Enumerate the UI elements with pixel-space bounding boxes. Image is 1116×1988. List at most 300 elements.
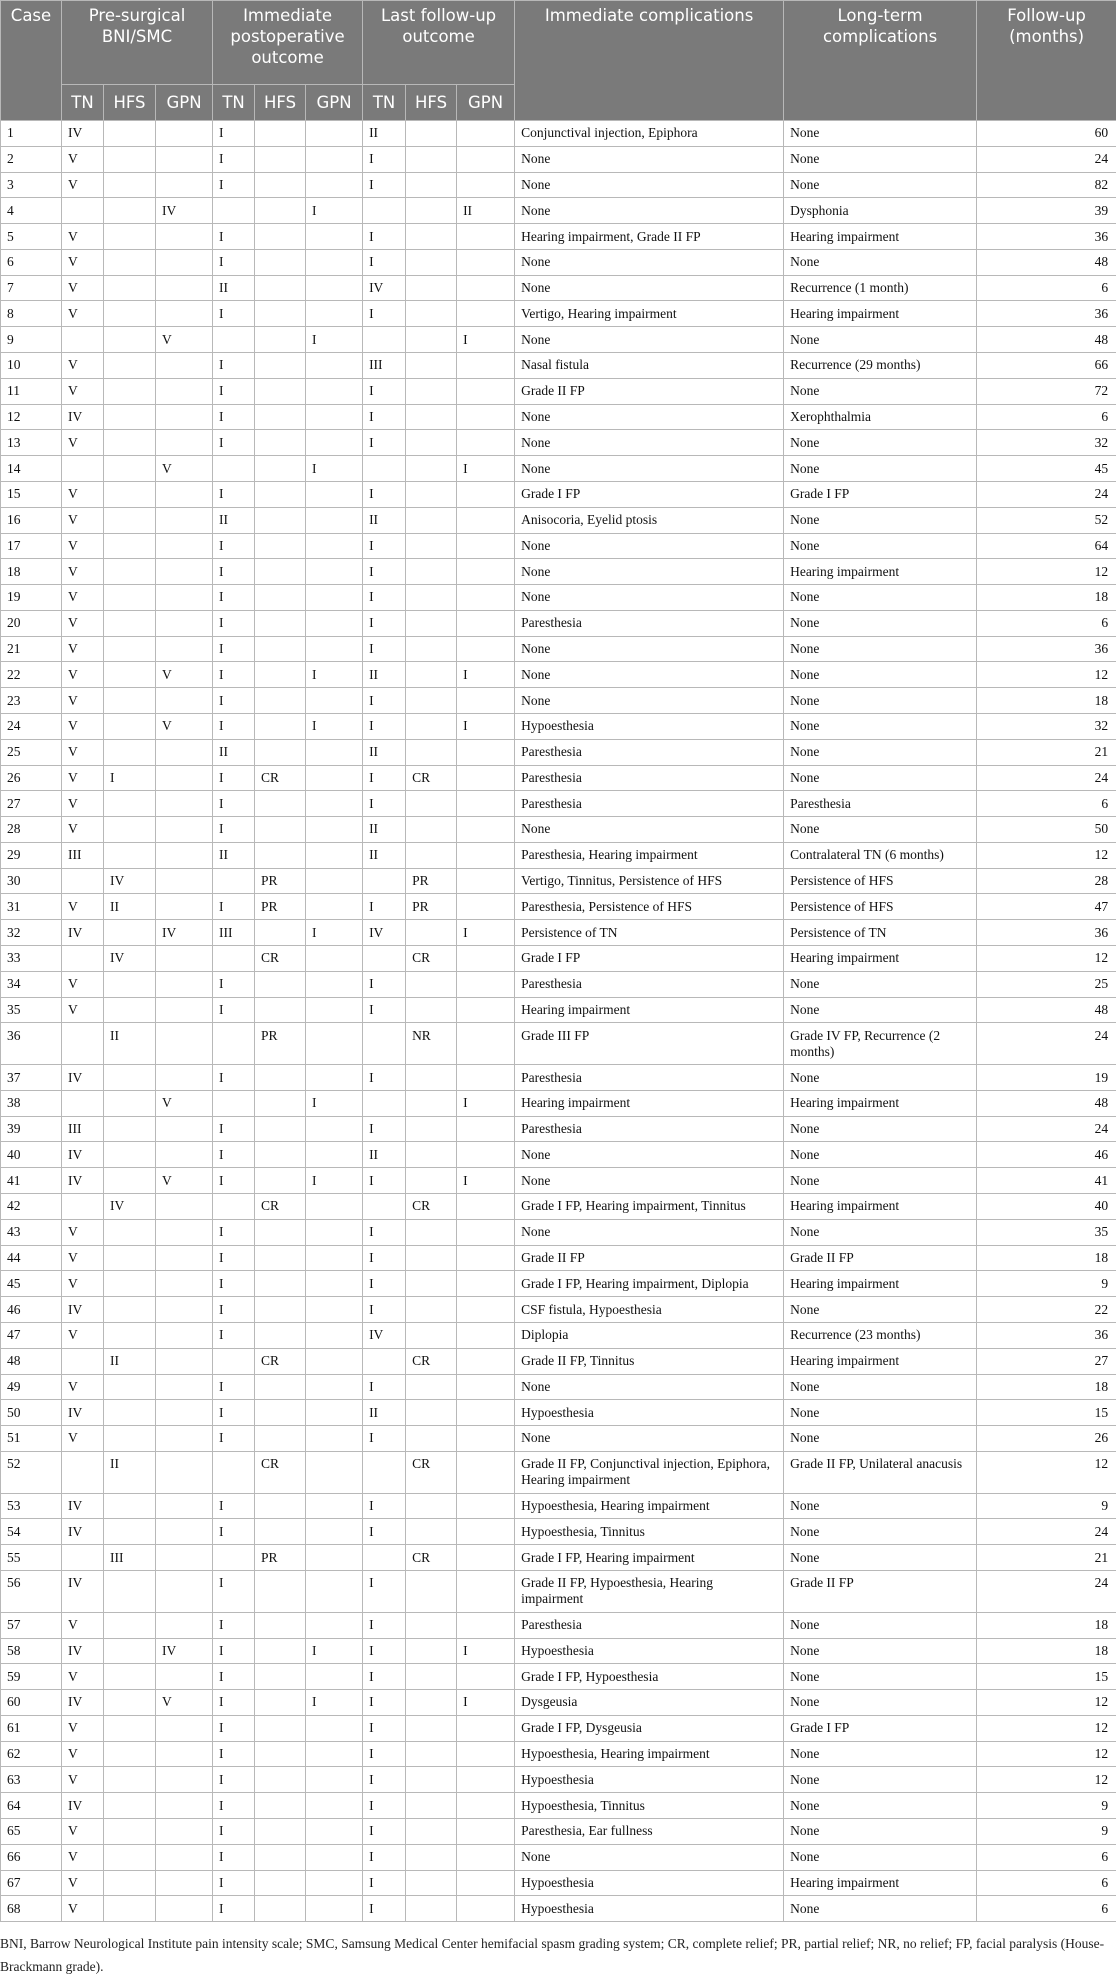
cell-imm-tn: II: [213, 507, 255, 533]
cell-last-gpn: [457, 1767, 515, 1793]
cell-imm-gpn: [306, 636, 363, 662]
cell-pre-hfs: [104, 275, 156, 301]
cell-imm-tn: I: [213, 559, 255, 585]
cell-imm-hfs: [255, 353, 306, 379]
cell-pre-tn: IV: [62, 1065, 104, 1091]
cell-long-term-complications: None: [784, 121, 977, 147]
cell-case: 46: [1, 1297, 62, 1323]
cell-followup-months: 50: [977, 817, 1116, 843]
cell-immediate-complications: None: [515, 456, 784, 482]
cell-case: 7: [1, 275, 62, 301]
cell-pre-gpn: [156, 1194, 213, 1220]
cell-last-gpn: [457, 1612, 515, 1638]
cell-pre-gpn: [156, 739, 213, 765]
cell-pre-hfs: III: [104, 1545, 156, 1571]
cell-immediate-complications: Persistence of TN: [515, 920, 784, 946]
cell-immediate-complications: None: [515, 172, 784, 198]
cell-long-term-complications: Recurrence (29 months): [784, 353, 977, 379]
cell-pre-gpn: [156, 688, 213, 714]
cell-followup-months: 12: [977, 1451, 1116, 1493]
cell-last-gpn: [457, 817, 515, 843]
table-row: [1, 249, 1116, 275]
cell-imm-tn: I: [213, 662, 255, 688]
cell-last-tn: I: [363, 378, 406, 404]
cell-last-hfs: PR: [406, 868, 457, 894]
cell-last-tn: I: [363, 791, 406, 817]
cell-imm-hfs: [255, 662, 306, 688]
cell-imm-gpn: [306, 1870, 363, 1896]
cell-last-hfs: [406, 146, 457, 172]
cell-last-hfs: [406, 636, 457, 662]
cell-pre-gpn: [156, 1519, 213, 1545]
cell-last-gpn: [457, 1493, 515, 1519]
cell-imm-gpn: [306, 1519, 363, 1545]
cell-immediate-complications: Grade II FP, Conjunctival injection, Epiphora, Hearing impairment: [515, 1451, 784, 1493]
cell-imm-tn: I: [213, 1065, 255, 1091]
cell-imm-hfs: [255, 507, 306, 533]
table-row: [1, 1451, 1116, 1493]
cell-case: 1: [1, 121, 62, 147]
cell-pre-gpn: [156, 1767, 213, 1793]
cell-imm-gpn: [306, 430, 363, 456]
cell-imm-tn: II: [213, 842, 255, 868]
cell-pre-gpn: [156, 765, 213, 791]
cell-case: 18: [1, 559, 62, 585]
table-row: [1, 1741, 1116, 1767]
cell-imm-gpn: [306, 249, 363, 275]
cell-pre-hfs: [104, 456, 156, 482]
cell-immediate-complications: None: [515, 1168, 784, 1194]
cell-last-gpn: [457, 997, 515, 1023]
cell-case: 68: [1, 1896, 62, 1922]
cell-case: 39: [1, 1116, 62, 1142]
table-row: [1, 971, 1116, 997]
cell-followup-months: 12: [977, 1767, 1116, 1793]
cell-last-tn: I: [363, 1271, 406, 1297]
cell-pre-gpn: [156, 1741, 213, 1767]
cell-case: 63: [1, 1767, 62, 1793]
cell-imm-hfs: CR: [255, 1194, 306, 1220]
cell-pre-hfs: [104, 146, 156, 172]
cell-last-tn: I: [363, 1664, 406, 1690]
table-row: [1, 662, 1116, 688]
cell-last-tn: I: [363, 1896, 406, 1922]
cell-immediate-complications: Grade I FP, Hearing impairment: [515, 1545, 784, 1571]
cell-case: 5: [1, 224, 62, 250]
cell-pre-hfs: II: [104, 894, 156, 920]
cell-followup-months: 6: [977, 275, 1116, 301]
cell-case: 9: [1, 327, 62, 353]
table-row: [1, 1793, 1116, 1819]
cell-last-gpn: [457, 172, 515, 198]
cell-last-hfs: [406, 1819, 457, 1845]
cell-last-tn: I: [363, 301, 406, 327]
cell-case: 28: [1, 817, 62, 843]
cell-immediate-complications: Vertigo, Hearing impairment: [515, 301, 784, 327]
cell-imm-gpn: [306, 1065, 363, 1091]
cell-pre-tn: [62, 456, 104, 482]
cell-immediate-complications: None: [515, 430, 784, 456]
cell-imm-tn: I: [213, 1168, 255, 1194]
cell-case: 23: [1, 688, 62, 714]
cell-last-gpn: I: [457, 1090, 515, 1116]
table-row: [1, 1374, 1116, 1400]
cell-pre-hfs: II: [104, 1023, 156, 1065]
cell-last-hfs: [406, 275, 457, 301]
cell-last-hfs: [406, 1741, 457, 1767]
cell-case: 20: [1, 610, 62, 636]
cell-pre-gpn: [156, 507, 213, 533]
cell-immediate-complications: Grade I FP, Hearing impairment, Diplopia: [515, 1271, 784, 1297]
cell-last-gpn: [457, 1896, 515, 1922]
cell-followup-months: 12: [977, 559, 1116, 585]
cell-last-tn: [363, 1023, 406, 1065]
cell-imm-hfs: [255, 1870, 306, 1896]
cell-last-gpn: [457, 1870, 515, 1896]
cell-last-tn: II: [363, 842, 406, 868]
cell-imm-tn: I: [213, 1715, 255, 1741]
cell-last-gpn: [457, 301, 515, 327]
table-row: [1, 1426, 1116, 1452]
cell-pre-gpn: [156, 1374, 213, 1400]
header-long-term-complications: Long-term complications: [784, 1, 977, 121]
cell-last-tn: I: [363, 1519, 406, 1545]
cell-last-hfs: [406, 1767, 457, 1793]
cell-imm-tn: I: [213, 1793, 255, 1819]
cell-last-gpn: [457, 894, 515, 920]
cell-immediate-complications: None: [515, 275, 784, 301]
cell-imm-hfs: [255, 404, 306, 430]
cell-last-gpn: [457, 868, 515, 894]
table-row: [1, 946, 1116, 972]
cell-long-term-complications: None: [784, 456, 977, 482]
cell-case: 65: [1, 1819, 62, 1845]
cell-case: 53: [1, 1493, 62, 1519]
cell-last-tn: I: [363, 1570, 406, 1612]
cell-last-hfs: [406, 610, 457, 636]
cell-pre-gpn: [156, 1297, 213, 1323]
cell-pre-gpn: [156, 1612, 213, 1638]
cell-long-term-complications: None: [784, 533, 977, 559]
table-row: [1, 585, 1116, 611]
cell-last-tn: I: [363, 1116, 406, 1142]
cell-long-term-complications: None: [784, 1426, 977, 1452]
cell-last-hfs: [406, 172, 457, 198]
table-row: [1, 1767, 1116, 1793]
cell-long-term-complications: None: [784, 430, 977, 456]
cell-pre-hfs: IV: [104, 946, 156, 972]
cell-followup-months: 12: [977, 842, 1116, 868]
cell-last-gpn: [457, 1400, 515, 1426]
cell-followup-months: 24: [977, 1570, 1116, 1612]
cell-long-term-complications: Hearing impairment: [784, 301, 977, 327]
subheader-tn: TN: [62, 85, 104, 121]
cell-immediate-complications: Paresthesia, Persistence of HFS: [515, 894, 784, 920]
table-row: [1, 1090, 1116, 1116]
cell-pre-gpn: [156, 997, 213, 1023]
cell-imm-gpn: [306, 1374, 363, 1400]
header-immediate-outcome: Immediate postoperative outcome: [213, 1, 363, 85]
cell-imm-hfs: [255, 1168, 306, 1194]
cell-imm-gpn: I: [306, 1638, 363, 1664]
cell-imm-hfs: [255, 301, 306, 327]
cell-followup-months: 72: [977, 378, 1116, 404]
cell-pre-tn: V: [62, 1819, 104, 1845]
cell-imm-hfs: [255, 1664, 306, 1690]
cell-pre-tn: V: [62, 688, 104, 714]
cell-pre-hfs: [104, 1322, 156, 1348]
cell-pre-gpn: IV: [156, 920, 213, 946]
cell-imm-tn: [213, 946, 255, 972]
cell-imm-hfs: [255, 1065, 306, 1091]
cell-pre-hfs: [104, 172, 156, 198]
cell-long-term-complications: None: [784, 1400, 977, 1426]
cell-pre-hfs: [104, 739, 156, 765]
cell-long-term-complications: Hearing impairment: [784, 1090, 977, 1116]
cell-pre-tn: V: [62, 1271, 104, 1297]
cell-last-gpn: [457, 1116, 515, 1142]
cell-followup-months: 18: [977, 688, 1116, 714]
cell-last-gpn: I: [457, 327, 515, 353]
table-row: [1, 1844, 1116, 1870]
cell-pre-tn: V: [62, 172, 104, 198]
cell-imm-tn: I: [213, 765, 255, 791]
cell-long-term-complications: None: [784, 636, 977, 662]
cell-last-hfs: [406, 1570, 457, 1612]
cell-pre-tn: V: [62, 636, 104, 662]
cell-last-gpn: [457, 533, 515, 559]
table-row: [1, 507, 1116, 533]
cell-imm-hfs: [255, 713, 306, 739]
cell-imm-gpn: [306, 1451, 363, 1493]
cell-pre-hfs: [104, 1374, 156, 1400]
cell-imm-tn: I: [213, 1116, 255, 1142]
cell-imm-tn: I: [213, 1612, 255, 1638]
cell-last-gpn: I: [457, 1638, 515, 1664]
cell-imm-tn: I: [213, 1767, 255, 1793]
cell-case: 60: [1, 1690, 62, 1716]
table-row: [1, 1348, 1116, 1374]
cell-last-tn: I: [363, 249, 406, 275]
cell-last-hfs: [406, 224, 457, 250]
cell-pre-hfs: [104, 1715, 156, 1741]
cell-last-hfs: CR: [406, 1194, 457, 1220]
cell-last-tn: I: [363, 1219, 406, 1245]
cell-pre-tn: IV: [62, 920, 104, 946]
cell-followup-months: 48: [977, 1090, 1116, 1116]
cell-last-hfs: [406, 1715, 457, 1741]
table-row: [1, 1638, 1116, 1664]
cell-last-hfs: [406, 559, 457, 585]
cell-last-hfs: [406, 301, 457, 327]
cell-imm-gpn: [306, 378, 363, 404]
table-row: [1, 1664, 1116, 1690]
cell-followup-months: 6: [977, 610, 1116, 636]
cell-long-term-complications: None: [784, 1741, 977, 1767]
cell-imm-tn: I: [213, 1519, 255, 1545]
cell-imm-hfs: [255, 430, 306, 456]
cell-pre-hfs: [104, 1570, 156, 1612]
cell-last-gpn: I: [457, 1168, 515, 1194]
cell-long-term-complications: None: [784, 1793, 977, 1819]
cell-pre-tn: IV: [62, 121, 104, 147]
cell-pre-gpn: [156, 1896, 213, 1922]
cell-imm-hfs: [255, 1612, 306, 1638]
cell-imm-gpn: [306, 146, 363, 172]
cell-imm-gpn: [306, 481, 363, 507]
cell-immediate-complications: Hearing impairment, Grade II FP: [515, 224, 784, 250]
cell-followup-months: 24: [977, 1519, 1116, 1545]
cell-immediate-complications: Hypoesthesia: [515, 1767, 784, 1793]
cell-immediate-complications: Hypoesthesia: [515, 713, 784, 739]
cell-last-hfs: [406, 404, 457, 430]
cell-last-tn: [363, 946, 406, 972]
cell-last-gpn: [457, 1793, 515, 1819]
cell-imm-gpn: [306, 1896, 363, 1922]
cell-imm-hfs: [255, 1116, 306, 1142]
cell-imm-gpn: [306, 791, 363, 817]
cell-pre-gpn: IV: [156, 1638, 213, 1664]
cell-pre-hfs: [104, 1741, 156, 1767]
cell-imm-gpn: [306, 1664, 363, 1690]
cell-pre-hfs: [104, 404, 156, 430]
cell-last-hfs: [406, 1142, 457, 1168]
cell-last-tn: IV: [363, 1322, 406, 1348]
cell-last-gpn: [457, 121, 515, 147]
cell-case: 40: [1, 1142, 62, 1168]
cell-pre-hfs: [104, 327, 156, 353]
cell-last-gpn: [457, 842, 515, 868]
cell-imm-gpn: [306, 353, 363, 379]
cell-case: 52: [1, 1451, 62, 1493]
cell-imm-tn: I: [213, 1245, 255, 1271]
cell-followup-months: 18: [977, 1374, 1116, 1400]
cell-imm-hfs: [255, 791, 306, 817]
table-row: [1, 301, 1116, 327]
cell-imm-tn: I: [213, 894, 255, 920]
cell-imm-hfs: [255, 636, 306, 662]
cell-followup-months: 22: [977, 1297, 1116, 1323]
cell-imm-gpn: [306, 1271, 363, 1297]
cell-long-term-complications: None: [784, 1690, 977, 1716]
cell-pre-hfs: [104, 1142, 156, 1168]
cell-imm-hfs: PR: [255, 1023, 306, 1065]
cell-imm-hfs: [255, 997, 306, 1023]
cell-last-hfs: [406, 713, 457, 739]
cell-last-tn: I: [363, 894, 406, 920]
cell-immediate-complications: Paresthesia: [515, 765, 784, 791]
cell-long-term-complications: Hearing impairment: [784, 946, 977, 972]
cell-case: 59: [1, 1664, 62, 1690]
cell-followup-months: 12: [977, 1741, 1116, 1767]
cell-imm-tn: I: [213, 121, 255, 147]
cell-imm-tn: [213, 868, 255, 894]
cell-last-tn: I: [363, 585, 406, 611]
cell-followup-months: 18: [977, 1638, 1116, 1664]
cell-imm-tn: I: [213, 1819, 255, 1845]
cell-imm-tn: I: [213, 378, 255, 404]
cell-pre-gpn: [156, 1545, 213, 1571]
cell-pre-hfs: IV: [104, 868, 156, 894]
cell-last-tn: I: [363, 559, 406, 585]
cell-last-gpn: [457, 971, 515, 997]
cell-last-tn: I: [363, 1844, 406, 1870]
table-row: [1, 481, 1116, 507]
cell-followup-months: 39: [977, 198, 1116, 224]
cell-imm-hfs: [255, 920, 306, 946]
cell-imm-tn: I: [213, 1870, 255, 1896]
cell-imm-gpn: I: [306, 1168, 363, 1194]
cell-pre-hfs: [104, 430, 156, 456]
cell-case: 57: [1, 1612, 62, 1638]
cell-followup-months: 18: [977, 1612, 1116, 1638]
cell-imm-tn: I: [213, 404, 255, 430]
cell-imm-gpn: [306, 224, 363, 250]
cell-pre-tn: IV: [62, 1400, 104, 1426]
cell-long-term-complications: None: [784, 327, 977, 353]
cell-pre-tn: IV: [62, 1690, 104, 1716]
cell-followup-months: 24: [977, 765, 1116, 791]
cell-imm-hfs: [255, 146, 306, 172]
cell-pre-hfs: [104, 920, 156, 946]
cell-imm-gpn: I: [306, 1690, 363, 1716]
cell-pre-tn: [62, 946, 104, 972]
cell-followup-months: 52: [977, 507, 1116, 533]
cell-followup-months: 24: [977, 481, 1116, 507]
cell-followup-months: 47: [977, 894, 1116, 920]
cell-last-hfs: [406, 1400, 457, 1426]
cell-pre-hfs: [104, 1168, 156, 1194]
cell-pre-hfs: II: [104, 1348, 156, 1374]
cell-imm-hfs: [255, 1844, 306, 1870]
table-row: [1, 1570, 1116, 1612]
cell-imm-gpn: [306, 1715, 363, 1741]
cell-pre-gpn: [156, 1819, 213, 1845]
cell-last-tn: [363, 868, 406, 894]
cell-long-term-complications: Grade IV FP, Recurrence (2 months): [784, 1023, 977, 1065]
cell-imm-hfs: [255, 1271, 306, 1297]
cell-immediate-complications: None: [515, 688, 784, 714]
cell-last-gpn: I: [457, 456, 515, 482]
cell-long-term-complications: Contralateral TN (6 months): [784, 842, 977, 868]
cell-long-term-complications: None: [784, 817, 977, 843]
cell-pre-tn: IV: [62, 1519, 104, 1545]
table-row: [1, 842, 1116, 868]
cell-imm-tn: [213, 198, 255, 224]
cell-immediate-complications: None: [515, 146, 784, 172]
table-row: [1, 1519, 1116, 1545]
cell-last-gpn: I: [457, 713, 515, 739]
cell-pre-gpn: [156, 533, 213, 559]
cell-pre-tn: V: [62, 1767, 104, 1793]
cell-imm-gpn: [306, 507, 363, 533]
cell-last-hfs: NR: [406, 1023, 457, 1065]
cell-immediate-complications: Grade I FP: [515, 481, 784, 507]
cell-case: 41: [1, 1168, 62, 1194]
cell-imm-gpn: [306, 1245, 363, 1271]
cell-last-gpn: [457, 946, 515, 972]
cell-pre-tn: [62, 1194, 104, 1220]
table-row: [1, 1690, 1116, 1716]
cell-immediate-complications: Grade I FP: [515, 946, 784, 972]
cell-immediate-complications: Paresthesia: [515, 791, 784, 817]
cell-pre-tn: V: [62, 224, 104, 250]
cell-pre-tn: V: [62, 1374, 104, 1400]
cell-last-tn: II: [363, 817, 406, 843]
cell-last-gpn: [457, 1426, 515, 1452]
cell-pre-gpn: [156, 481, 213, 507]
cell-followup-months: 60: [977, 121, 1116, 147]
